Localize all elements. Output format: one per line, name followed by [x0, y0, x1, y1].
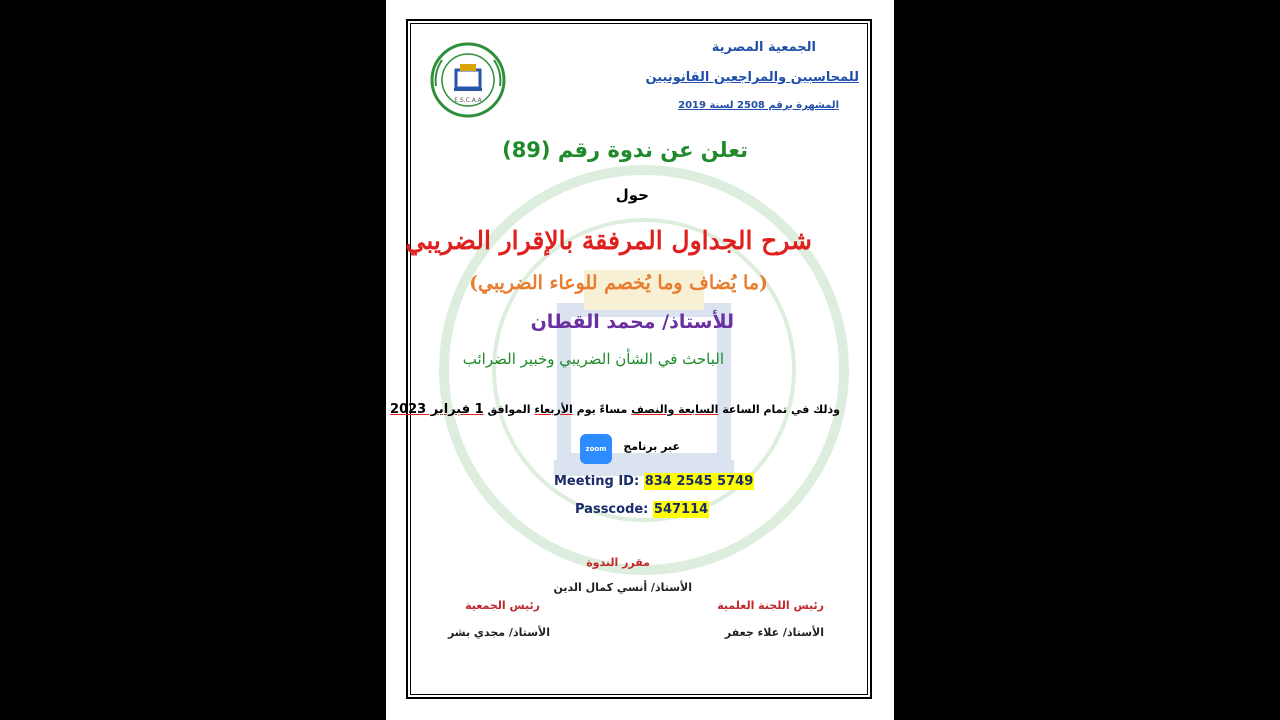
- speaker-role: الباحث في الشأن الضريبي وخبير الضرائب: [462, 350, 724, 368]
- association-seal-logo-icon: [428, 42, 508, 118]
- seminar-timing: [390, 402, 840, 418]
- timing-middle: مساءً يوم: [572, 403, 632, 416]
- passcode-value[interactable]: 547114: [653, 502, 709, 517]
- meeting-id-value[interactable]: 834 2545 5749: [644, 474, 754, 489]
- seminar-announcement: تعلن عن ندوة رقم (89): [502, 138, 748, 162]
- scientific-committee-name: الأستاذ/ علاء جعفر: [724, 626, 824, 639]
- scientific-committee-label: رئيس اللجنة العلمية: [717, 599, 824, 612]
- seminar-title: شرح الجداول المرفقة بالإقرار الضريبي: [405, 226, 812, 255]
- meeting-id: [554, 474, 754, 489]
- meeting-id-label: Meeting ID:: [554, 474, 640, 489]
- registration-number: المشهرة برقم 2508 لسنة 2019: [678, 100, 839, 111]
- document-page: [386, 0, 894, 720]
- meeting-passcode: [575, 502, 709, 517]
- org-name-line1: الجمعية المصرية: [711, 40, 816, 55]
- president-label: رئيس الجمعية: [465, 599, 540, 612]
- timing-date: 1 فبراير 2023: [390, 402, 484, 417]
- zoom-app-icon: [580, 434, 612, 464]
- seminar-subtitle: (ما يُضاف وما يُخصم للوعاء الضريبي): [469, 272, 768, 294]
- about-label: حول: [615, 186, 649, 204]
- president-name: الأستاذ/ مجدي بشر: [447, 626, 550, 639]
- timing-time: السابعة والنصف: [631, 403, 719, 416]
- passcode-label: Passcode:: [575, 502, 649, 517]
- timing-suffix: الموافق: [483, 403, 535, 416]
- timing-day: الأربعاء: [534, 403, 573, 416]
- timing-prefix: وذلك في تمام الساعة: [718, 403, 840, 416]
- logo-text: E.S.C.A.A: [454, 97, 482, 104]
- platform-via: عبر برنامج: [623, 440, 680, 453]
- zoom-label: zoom: [585, 445, 607, 453]
- org-name-line2: للمحاسبين والمراجعين القانونيين: [645, 70, 859, 85]
- speaker-name: للأستاذ/ محمد القطان: [530, 311, 734, 333]
- rapporteur-label: مقرر الندوة: [586, 556, 650, 569]
- rapporteur-name: الأستاذ/ أنسي كمال الدين: [553, 581, 692, 594]
